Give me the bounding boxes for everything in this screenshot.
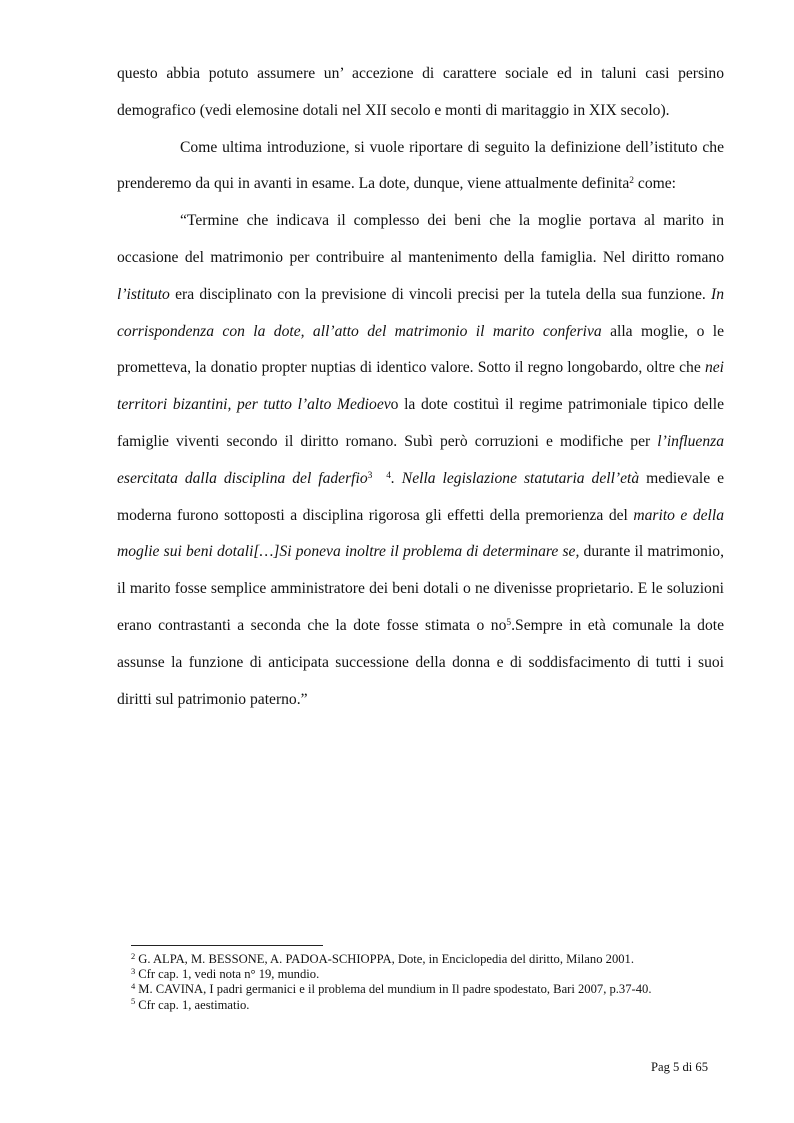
paragraph-3-quote (117, 203, 724, 718)
footnote-ref[interactable]: 3 (367, 470, 373, 481)
footnote-number: 3 (131, 965, 136, 976)
italic-text: . Nella legislazione statutaria dell’età (390, 469, 640, 487)
italic-text: marito e della moglie sui beni dotali[…]Si poneva inoltre il problema di determinare se, (117, 506, 724, 561)
italic-text: In corrispondenza con la dote, all’atto del matrimonio il marito conferiva (117, 285, 724, 340)
footnote-text: M. CAVINA, I padri germanici e il problema del mundium in Il padre spodestato, Bari 2007, p.37-40. (138, 982, 652, 997)
footnote-text: G. ALPA, M. BESSONE, A. PADOA-SCHIOPPA, Dote, in Enciclopedia del diritto, Milano 2001. (138, 952, 634, 966)
italic-text: l’influenza esercitata dalla disciplina del faderfio (117, 432, 724, 487)
quote-text: era disciplinato con la previsione di vincoli precisi per la tutela della sua funzione. (169, 285, 711, 303)
footnote-number: 5 (131, 996, 136, 1007)
footnote-ref[interactable]: 4 (386, 470, 391, 481)
quote-text: .Sempre in età comunale la dote assunse la funzione di anticipata successione della donna e di soddisfacimento di tutti i suoi diritti sul patrimonio paterno.” (117, 616, 724, 708)
footnote-item (131, 998, 731, 1013)
quote-text: alla moglie, o le prometteva, la donatio propter nuptias di identico valore. Sotto il regno longobardo, oltre che (117, 322, 725, 377)
footnotes (131, 952, 731, 1013)
footnote-number: 2 (131, 950, 136, 961)
footnote-separator (131, 945, 323, 946)
paragraph-text: come: (634, 175, 676, 193)
paragraph-text: questo abbia potuto assumere un’ accezione di carattere sociale ed in taluni casi persino demografico (vedi elemosine dotali nel XII secolo e monti di maritaggio in XIX secolo). (117, 65, 724, 119)
italic-text: nei territori bizantini, per tutto l’alto Medioev (117, 359, 724, 414)
footnote-text: Cfr cap. 1, aestimatio. (138, 997, 250, 1012)
italic-text: l’istituto (117, 285, 170, 303)
footnote-number: 4 (131, 981, 136, 992)
footnote-ref[interactable]: 5 (506, 617, 512, 628)
quote-text: o la dote costituì il regime patrimoniale tipico delle famiglie viventi secondo il diritto romano. Subì però corruzioni e modifiche per (117, 396, 724, 450)
footnote-item (131, 982, 731, 997)
quote-text: “Termine che indicava il complesso dei beni che la moglie portava al marito in occasione del matrimonio per contribuire al mantenimento della famiglia. Nel diritto romano (117, 212, 724, 266)
paragraph-2 (117, 130, 724, 204)
footnote-ref[interactable]: 2 (629, 176, 634, 187)
quote-text: durante il matrimonio, il marito fosse semplice amministratore dei beni dotali o ne divenisse proprietario. E le soluzioni erano contrastanti a seconda che la dote fosse stimata o no (117, 543, 725, 634)
footnote-item (131, 967, 731, 982)
paragraph-text: Come ultima introduzione, si vuole riportare di seguito la definizione dell’istituto che prenderemo da qui in avanti in esame. La dote, dunque, viene attualmente definita (117, 138, 724, 193)
paragraph-1 (117, 56, 724, 130)
quote-text: medievale e moderna furono sottoposti a disciplina rigorosa gli effetti della premorienza del (117, 469, 725, 524)
footnote-text: Cfr cap. 1, vedi nota n° 19, mundio. (138, 967, 320, 982)
footnote-item (131, 952, 731, 967)
body-text (117, 56, 724, 718)
page-number: Pag 5 di 65 (650, 1060, 708, 1074)
